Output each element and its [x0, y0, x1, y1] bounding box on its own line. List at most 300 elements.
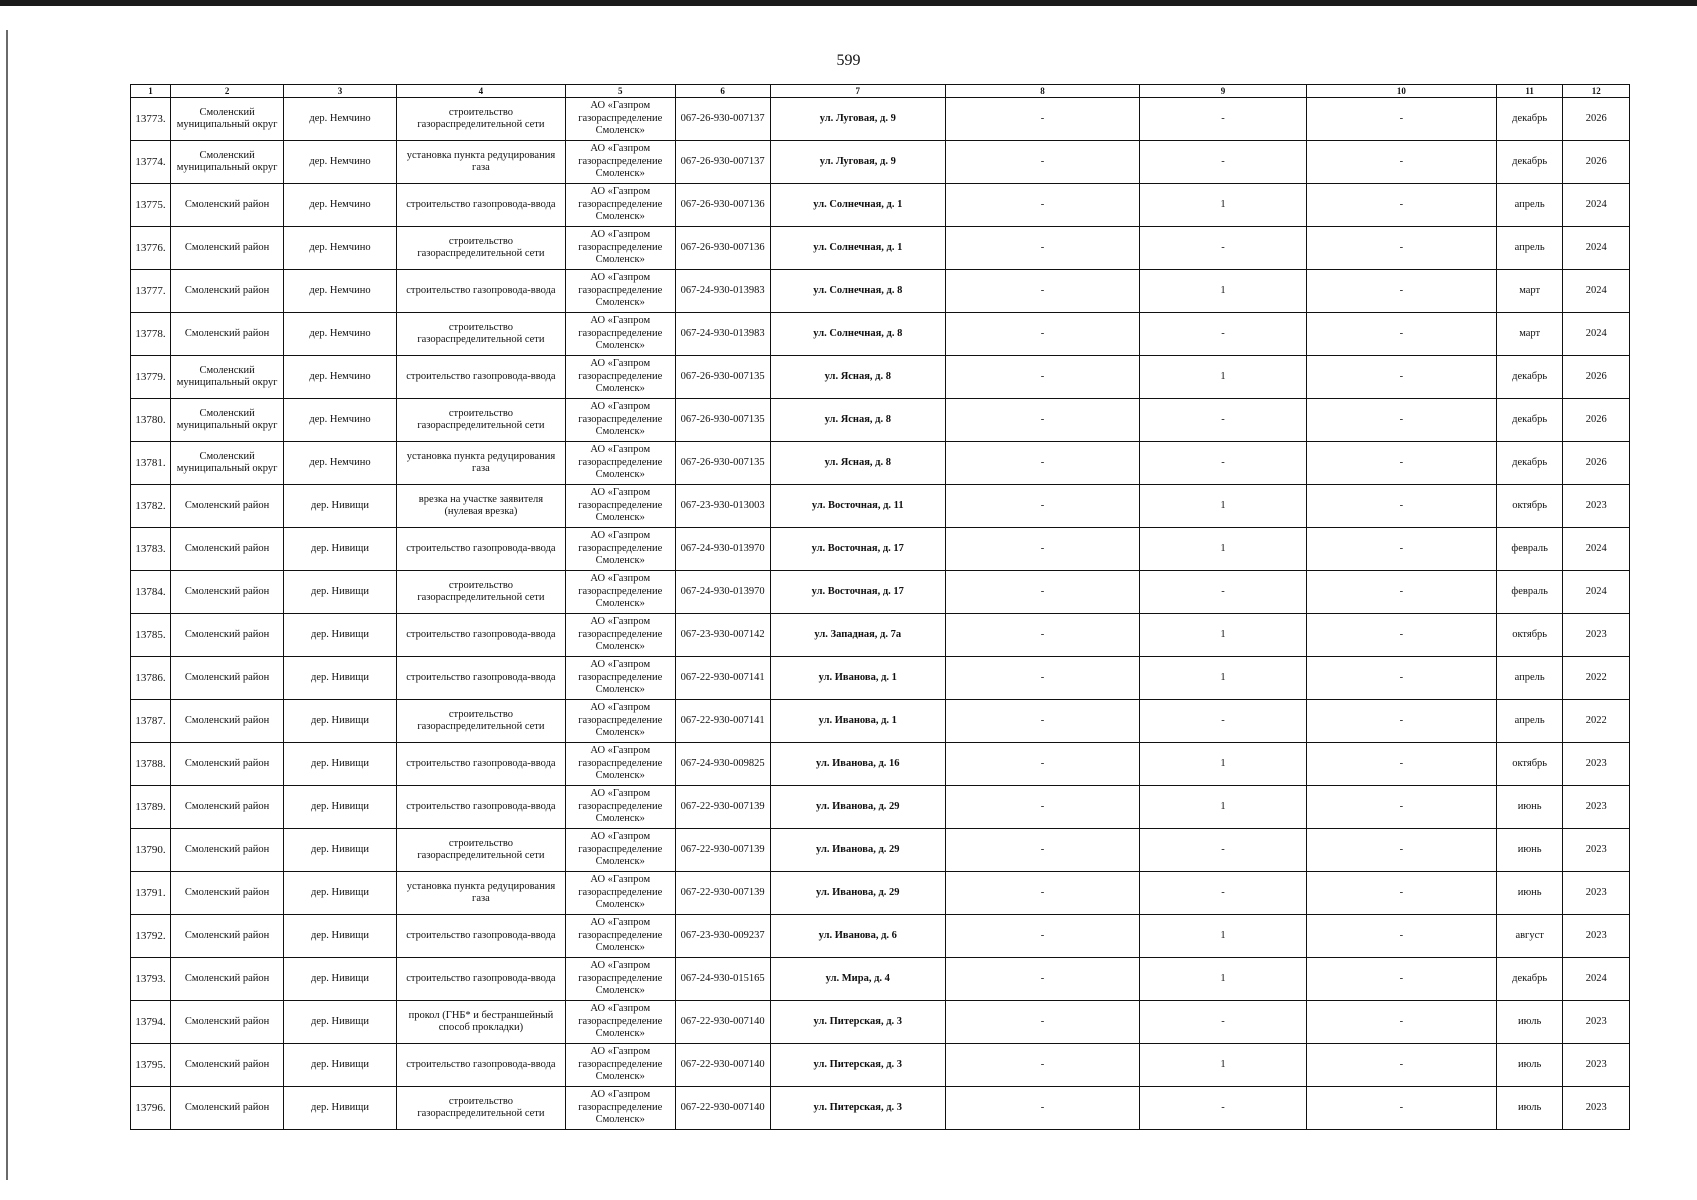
row-number: 13786. [131, 657, 171, 700]
address-cell: ул. Солнечная, д. 1 [770, 227, 945, 270]
col9-cell: 1 [1140, 485, 1307, 528]
organization-cell: АО «Газпром газораспределение Смоленск» [565, 313, 675, 356]
district-cell: Смоленский район [171, 786, 284, 829]
table-row [131, 571, 1630, 614]
year-cell: 2024 [1563, 313, 1630, 356]
village-cell: дер. Нивищи [284, 829, 397, 872]
district-cell: Смоленский район [171, 915, 284, 958]
village-cell: дер. Немчино [284, 399, 397, 442]
village-cell: дер. Нивищи [284, 1001, 397, 1044]
organization-cell: АО «Газпром газораспределение Смоленск» [565, 700, 675, 743]
village-cell: дер. Немчино [284, 270, 397, 313]
col8-cell: - [945, 98, 1139, 141]
address-cell: ул. Мира, д. 4 [770, 958, 945, 1001]
object-code-cell: 067-22-930-007139 [675, 786, 770, 829]
district-cell: Смоленский район [171, 657, 284, 700]
table-row [131, 915, 1630, 958]
month-cell: апрель [1496, 184, 1563, 227]
work-type-cell: строительство газораспределительной сети [396, 313, 565, 356]
district-cell: Смоленский район [171, 270, 284, 313]
col8-cell: - [945, 313, 1139, 356]
organization-cell: АО «Газпром газораспределение Смоленск» [565, 485, 675, 528]
address-cell: ул. Солнечная, д. 8 [770, 313, 945, 356]
organization-cell: АО «Газпром газораспределение Смоленск» [565, 270, 675, 313]
district-cell: Смоленский район [171, 958, 284, 1001]
organization-cell: АО «Газпром газораспределение Смоленск» [565, 571, 675, 614]
address-cell: ул. Иванова, д. 29 [770, 872, 945, 915]
col9-cell: - [1140, 141, 1307, 184]
village-cell: дер. Немчино [284, 227, 397, 270]
object-code-cell: 067-22-930-007140 [675, 1001, 770, 1044]
col9-cell: 1 [1140, 743, 1307, 786]
object-code-cell: 067-26-930-007135 [675, 399, 770, 442]
object-code-cell: 067-26-930-007135 [675, 442, 770, 485]
organization-cell: АО «Газпром газораспределение Смоленск» [565, 184, 675, 227]
col8-cell: - [945, 872, 1139, 915]
col10-cell: - [1306, 872, 1496, 915]
col9-cell: - [1140, 227, 1307, 270]
work-type-cell: установка пункта редуцирования газа [396, 442, 565, 485]
district-cell: Смоленский муниципальный округ [171, 356, 284, 399]
year-cell: 2023 [1563, 485, 1630, 528]
object-code-cell: 067-26-930-007137 [675, 98, 770, 141]
organization-cell: АО «Газпром газораспределение Смоленск» [565, 786, 675, 829]
address-cell: ул. Луговая, д. 9 [770, 98, 945, 141]
column-header: 3 [284, 85, 397, 98]
village-cell: дер. Немчино [284, 442, 397, 485]
object-code-cell: 067-22-930-007139 [675, 872, 770, 915]
col9-cell: 1 [1140, 786, 1307, 829]
col10-cell: - [1306, 1044, 1496, 1087]
col8-cell: - [945, 227, 1139, 270]
col8-cell: - [945, 571, 1139, 614]
organization-cell: АО «Газпром газораспределение Смоленск» [565, 442, 675, 485]
district-cell: Смоленский район [171, 1087, 284, 1130]
object-code-cell: 067-22-930-007141 [675, 700, 770, 743]
table-row [131, 786, 1630, 829]
table-row [131, 1001, 1630, 1044]
month-cell: август [1496, 915, 1563, 958]
col10-cell: - [1306, 313, 1496, 356]
district-cell: Смоленский район [171, 1044, 284, 1087]
col8-cell: - [945, 356, 1139, 399]
object-code-cell: 067-22-930-007139 [675, 829, 770, 872]
district-cell: Смоленский район [171, 184, 284, 227]
column-header: 7 [770, 85, 945, 98]
column-header: 11 [1496, 85, 1563, 98]
table-row [131, 1087, 1630, 1130]
village-cell: дер. Нивищи [284, 614, 397, 657]
row-number: 13785. [131, 614, 171, 657]
object-code-cell: 067-26-930-007136 [675, 184, 770, 227]
table-row [131, 98, 1630, 141]
address-cell: ул. Ясная, д. 8 [770, 442, 945, 485]
district-cell: Смоленский муниципальный округ [171, 399, 284, 442]
table-row [131, 829, 1630, 872]
row-number: 13791. [131, 872, 171, 915]
address-cell: ул. Ясная, д. 8 [770, 399, 945, 442]
month-cell: июль [1496, 1001, 1563, 1044]
col10-cell: - [1306, 829, 1496, 872]
village-cell: дер. Нивищи [284, 485, 397, 528]
table-row [131, 528, 1630, 571]
month-cell: октябрь [1496, 614, 1563, 657]
month-cell: июль [1496, 1044, 1563, 1087]
work-type-cell: установка пункта редуцирования газа [396, 141, 565, 184]
address-cell: ул. Иванова, д. 16 [770, 743, 945, 786]
month-cell: февраль [1496, 528, 1563, 571]
work-type-cell: установка пункта редуцирования газа [396, 872, 565, 915]
col8-cell: - [945, 786, 1139, 829]
col9-cell: - [1140, 700, 1307, 743]
column-header: 12 [1563, 85, 1630, 98]
address-cell: ул. Восточная, д. 11 [770, 485, 945, 528]
table-row [131, 614, 1630, 657]
year-cell: 2026 [1563, 399, 1630, 442]
district-cell: Смоленский район [171, 1001, 284, 1044]
col10-cell: - [1306, 227, 1496, 270]
object-code-cell: 067-24-930-009825 [675, 743, 770, 786]
organization-cell: АО «Газпром газораспределение Смоленск» [565, 98, 675, 141]
year-cell: 2023 [1563, 743, 1630, 786]
district-cell: Смоленский район [171, 829, 284, 872]
col8-cell: - [945, 614, 1139, 657]
page-number: 599 [836, 52, 861, 69]
col8-cell: - [945, 743, 1139, 786]
village-cell: дер. Нивищи [284, 915, 397, 958]
col10-cell: - [1306, 915, 1496, 958]
month-cell: март [1496, 270, 1563, 313]
row-number: 13784. [131, 571, 171, 614]
district-cell: Смоленский район [171, 571, 284, 614]
col8-cell: - [945, 442, 1139, 485]
col9-cell: - [1140, 399, 1307, 442]
row-number: 13773. [131, 98, 171, 141]
col10-cell: - [1306, 1001, 1496, 1044]
row-number: 13792. [131, 915, 171, 958]
object-code-cell: 067-23-930-013003 [675, 485, 770, 528]
organization-cell: АО «Газпром газораспределение Смоленск» [565, 399, 675, 442]
register-table [130, 84, 1630, 1130]
village-cell: дер. Нивищи [284, 657, 397, 700]
year-cell: 2024 [1563, 270, 1630, 313]
year-cell: 2026 [1563, 442, 1630, 485]
col9-cell: - [1140, 1087, 1307, 1130]
organization-cell: АО «Газпром газораспределение Смоленск» [565, 141, 675, 184]
row-number: 13782. [131, 485, 171, 528]
month-cell: декабрь [1496, 141, 1563, 184]
month-cell: декабрь [1496, 958, 1563, 1001]
object-code-cell: 067-22-930-007141 [675, 657, 770, 700]
village-cell: дер. Нивищи [284, 571, 397, 614]
district-cell: Смоленский район [171, 614, 284, 657]
village-cell: дер. Немчино [284, 98, 397, 141]
month-cell: февраль [1496, 571, 1563, 614]
row-number: 13778. [131, 313, 171, 356]
address-cell: ул. Ясная, д. 8 [770, 356, 945, 399]
organization-cell: АО «Газпром газораспределение Смоленск» [565, 227, 675, 270]
village-cell: дер. Нивищи [284, 528, 397, 571]
address-cell: ул. Восточная, д. 17 [770, 571, 945, 614]
year-cell: 2026 [1563, 141, 1630, 184]
work-type-cell: строительство газопровода-ввода [396, 356, 565, 399]
organization-cell: АО «Газпром газораспределение Смоленск» [565, 743, 675, 786]
table-row [131, 657, 1630, 700]
col10-cell: - [1306, 442, 1496, 485]
work-type-cell: строительство газопровода-ввода [396, 786, 565, 829]
district-cell: Смоленский район [171, 872, 284, 915]
month-cell: июль [1496, 1087, 1563, 1130]
column-header: 9 [1140, 85, 1307, 98]
scan-left-border [6, 30, 8, 1180]
address-cell: ул. Солнечная, д. 8 [770, 270, 945, 313]
row-number: 13789. [131, 786, 171, 829]
object-code-cell: 067-24-930-015165 [675, 958, 770, 1001]
col9-cell: 1 [1140, 270, 1307, 313]
organization-cell: АО «Газпром газораспределение Смоленск» [565, 915, 675, 958]
district-cell: Смоленский район [171, 485, 284, 528]
col10-cell: - [1306, 485, 1496, 528]
object-code-cell: 067-24-930-013970 [675, 571, 770, 614]
organization-cell: АО «Газпром газораспределение Смоленск» [565, 1001, 675, 1044]
col9-cell: 1 [1140, 356, 1307, 399]
table-row [131, 485, 1630, 528]
month-cell: июнь [1496, 829, 1563, 872]
address-cell: ул. Иванова, д. 1 [770, 700, 945, 743]
col9-cell: 1 [1140, 915, 1307, 958]
year-cell: 2023 [1563, 1001, 1630, 1044]
work-type-cell: строительство газопровода-ввода [396, 915, 565, 958]
row-number: 13781. [131, 442, 171, 485]
village-cell: дер. Нивищи [284, 1087, 397, 1130]
year-cell: 2022 [1563, 700, 1630, 743]
village-cell: дер. Нивищи [284, 786, 397, 829]
col9-cell: 1 [1140, 1044, 1307, 1087]
col9-cell: 1 [1140, 614, 1307, 657]
row-number: 13796. [131, 1087, 171, 1130]
year-cell: 2023 [1563, 614, 1630, 657]
month-cell: апрель [1496, 700, 1563, 743]
object-code-cell: 067-22-930-007140 [675, 1044, 770, 1087]
address-cell: ул. Иванова, д. 6 [770, 915, 945, 958]
col8-cell: - [945, 700, 1139, 743]
column-header: 4 [396, 85, 565, 98]
address-cell: ул. Западная, д. 7а [770, 614, 945, 657]
column-header: 10 [1306, 85, 1496, 98]
object-code-cell: 067-23-930-007142 [675, 614, 770, 657]
year-cell: 2022 [1563, 657, 1630, 700]
month-cell: июнь [1496, 872, 1563, 915]
object-code-cell: 067-24-930-013983 [675, 313, 770, 356]
work-type-cell: строительство газопровода-ввода [396, 657, 565, 700]
table-row [131, 399, 1630, 442]
month-cell: октябрь [1496, 743, 1563, 786]
address-cell: ул. Иванова, д. 1 [770, 657, 945, 700]
col10-cell: - [1306, 356, 1496, 399]
col10-cell: - [1306, 743, 1496, 786]
district-cell: Смоленский муниципальный округ [171, 98, 284, 141]
month-cell: март [1496, 313, 1563, 356]
month-cell: декабрь [1496, 356, 1563, 399]
year-cell: 2026 [1563, 356, 1630, 399]
work-type-cell: строительство газораспределительной сети [396, 829, 565, 872]
district-cell: Смоленский район [171, 700, 284, 743]
col10-cell: - [1306, 141, 1496, 184]
table-row [131, 270, 1630, 313]
work-type-cell: строительство газораспределительной сети [396, 98, 565, 141]
month-cell: июнь [1496, 786, 1563, 829]
organization-cell: АО «Газпром газораспределение Смоленск» [565, 1087, 675, 1130]
table-row [131, 872, 1630, 915]
col9-cell: - [1140, 571, 1307, 614]
object-code-cell: 067-26-930-007137 [675, 141, 770, 184]
work-type-cell: строительство газопровода-ввода [396, 1044, 565, 1087]
work-type-cell: врезка на участке заявителя (нулевая врезка) [396, 485, 565, 528]
col8-cell: - [945, 141, 1139, 184]
col10-cell: - [1306, 786, 1496, 829]
col10-cell: - [1306, 399, 1496, 442]
year-cell: 2024 [1563, 528, 1630, 571]
village-cell: дер. Немчино [284, 356, 397, 399]
header-row [131, 85, 1630, 98]
year-cell: 2023 [1563, 915, 1630, 958]
row-number: 13787. [131, 700, 171, 743]
address-cell: ул. Питерская, д. 3 [770, 1087, 945, 1130]
column-header: 6 [675, 85, 770, 98]
column-header: 8 [945, 85, 1139, 98]
col9-cell: 1 [1140, 528, 1307, 571]
col10-cell: - [1306, 958, 1496, 1001]
table-row [131, 442, 1630, 485]
col8-cell: - [945, 184, 1139, 227]
year-cell: 2024 [1563, 227, 1630, 270]
year-cell: 2023 [1563, 829, 1630, 872]
village-cell: дер. Нивищи [284, 743, 397, 786]
work-type-cell: строительство газопровода-ввода [396, 184, 565, 227]
organization-cell: АО «Газпром газораспределение Смоленск» [565, 356, 675, 399]
year-cell: 2024 [1563, 571, 1630, 614]
organization-cell: АО «Газпром газораспределение Смоленск» [565, 829, 675, 872]
address-cell: ул. Восточная, д. 17 [770, 528, 945, 571]
row-number: 13779. [131, 356, 171, 399]
col9-cell: - [1140, 872, 1307, 915]
row-number: 13780. [131, 399, 171, 442]
object-code-cell: 067-26-930-007135 [675, 356, 770, 399]
work-type-cell: строительство газопровода-ввода [396, 743, 565, 786]
work-type-cell: строительство газопровода-ввода [396, 614, 565, 657]
month-cell: апрель [1496, 657, 1563, 700]
table-row [131, 958, 1630, 1001]
col8-cell: - [945, 528, 1139, 571]
col10-cell: - [1306, 98, 1496, 141]
work-type-cell: прокол (ГНБ* и бестраншейный способ прокладки) [396, 1001, 565, 1044]
col10-cell: - [1306, 1087, 1496, 1130]
village-cell: дер. Нивищи [284, 700, 397, 743]
year-cell: 2023 [1563, 872, 1630, 915]
table-row [131, 743, 1630, 786]
address-cell: ул. Питерская, д. 3 [770, 1044, 945, 1087]
year-cell: 2026 [1563, 98, 1630, 141]
col9-cell: - [1140, 829, 1307, 872]
object-code-cell: 067-24-930-013970 [675, 528, 770, 571]
village-cell: дер. Немчино [284, 141, 397, 184]
year-cell: 2024 [1563, 184, 1630, 227]
village-cell: дер. Нивищи [284, 872, 397, 915]
village-cell: дер. Немчино [284, 313, 397, 356]
organization-cell: АО «Газпром газораспределение Смоленск» [565, 958, 675, 1001]
work-type-cell: строительство газораспределительной сети [396, 571, 565, 614]
table-row [131, 1044, 1630, 1087]
organization-cell: АО «Газпром газораспределение Смоленск» [565, 528, 675, 571]
col10-cell: - [1306, 700, 1496, 743]
row-number: 13788. [131, 743, 171, 786]
work-type-cell: строительство газораспределительной сети [396, 227, 565, 270]
table-row [131, 700, 1630, 743]
col8-cell: - [945, 1001, 1139, 1044]
district-cell: Смоленский муниципальный округ [171, 442, 284, 485]
month-cell: декабрь [1496, 442, 1563, 485]
year-cell: 2023 [1563, 1087, 1630, 1130]
organization-cell: АО «Газпром газораспределение Смоленск» [565, 614, 675, 657]
year-cell: 2023 [1563, 1044, 1630, 1087]
col10-cell: - [1306, 657, 1496, 700]
scan-top-border [0, 0, 1697, 6]
col8-cell: - [945, 657, 1139, 700]
col10-cell: - [1306, 571, 1496, 614]
district-cell: Смоленский район [171, 528, 284, 571]
village-cell: дер. Немчино [284, 184, 397, 227]
district-cell: Смоленский район [171, 227, 284, 270]
village-cell: дер. Нивищи [284, 1044, 397, 1087]
row-number: 13775. [131, 184, 171, 227]
col9-cell: 1 [1140, 184, 1307, 227]
column-header: 1 [131, 85, 171, 98]
district-cell: Смоленский район [171, 743, 284, 786]
object-code-cell: 067-22-930-007140 [675, 1087, 770, 1130]
month-cell: апрель [1496, 227, 1563, 270]
row-number: 13790. [131, 829, 171, 872]
address-cell: ул. Иванова, д. 29 [770, 829, 945, 872]
col9-cell: - [1140, 442, 1307, 485]
col9-cell: 1 [1140, 958, 1307, 1001]
col8-cell: - [945, 915, 1139, 958]
table-row [131, 227, 1630, 270]
col9-cell: - [1140, 1001, 1307, 1044]
row-number: 13776. [131, 227, 171, 270]
row-number: 13774. [131, 141, 171, 184]
col8-cell: - [945, 399, 1139, 442]
col8-cell: - [945, 1087, 1139, 1130]
row-number: 13794. [131, 1001, 171, 1044]
organization-cell: АО «Газпром газораспределение Смоленск» [565, 657, 675, 700]
organization-cell: АО «Газпром газораспределение Смоленск» [565, 872, 675, 915]
column-header: 5 [565, 85, 675, 98]
col10-cell: - [1306, 528, 1496, 571]
organization-cell: АО «Газпром газораспределение Смоленск» [565, 1044, 675, 1087]
col10-cell: - [1306, 614, 1496, 657]
col9-cell: 1 [1140, 657, 1307, 700]
object-code-cell: 067-23-930-009237 [675, 915, 770, 958]
col10-cell: - [1306, 270, 1496, 313]
col9-cell: - [1140, 98, 1307, 141]
address-cell: ул. Луговая, д. 9 [770, 141, 945, 184]
work-type-cell: строительство газопровода-ввода [396, 528, 565, 571]
col8-cell: - [945, 829, 1139, 872]
address-cell: ул. Питерская, д. 3 [770, 1001, 945, 1044]
object-code-cell: 067-24-930-013983 [675, 270, 770, 313]
object-code-cell: 067-26-930-007136 [675, 227, 770, 270]
table-row [131, 141, 1630, 184]
